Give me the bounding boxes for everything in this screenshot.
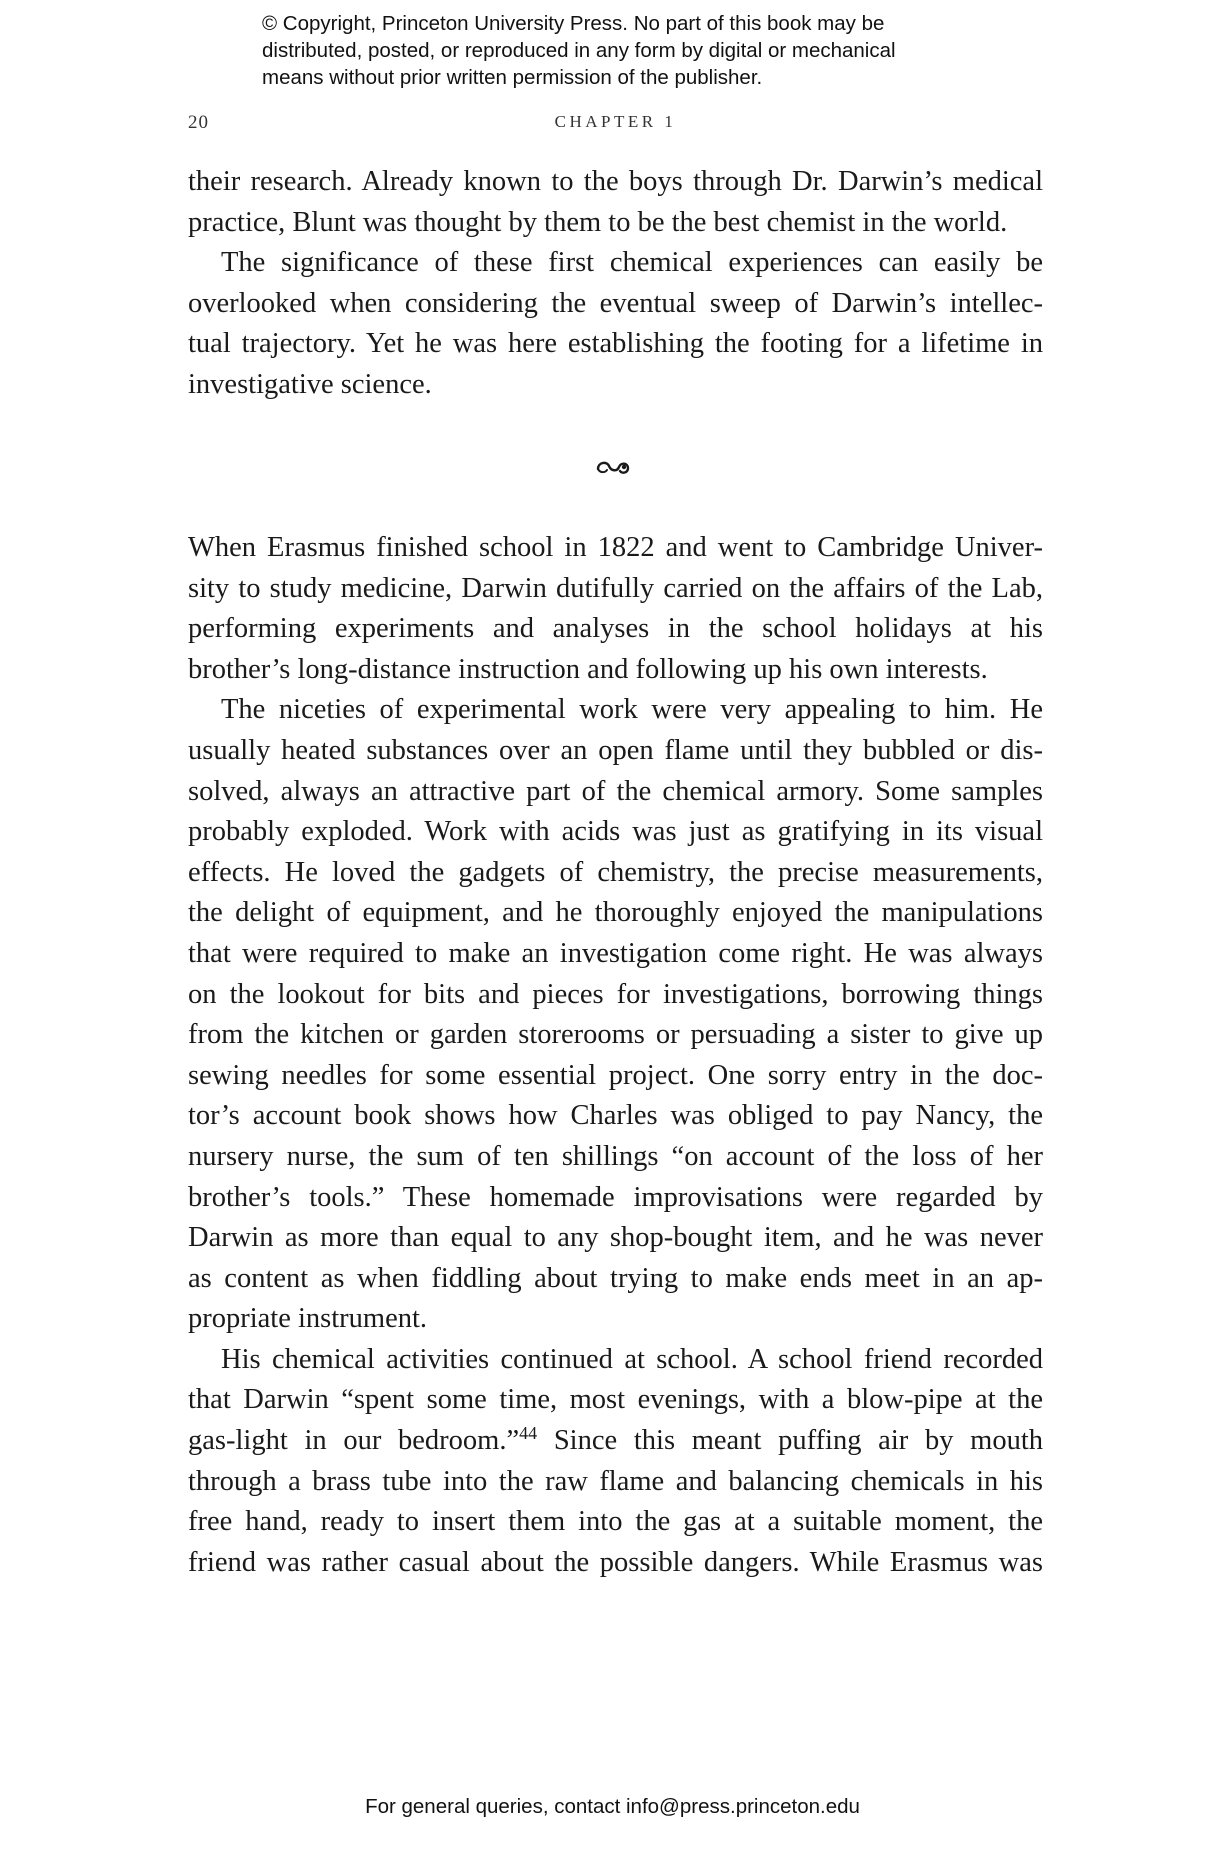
copyright-line: means without prior written permission of the publisher. bbox=[262, 66, 763, 89]
text-line: sewing needles for some essential project. One sorry entry in the doc- bbox=[188, 1059, 1043, 1091]
copyright-line: © Copyright, Princeton University Press. No part of this book may be bbox=[262, 12, 885, 35]
text-line: as content as when fiddling about trying to make ends meet in an ap- bbox=[188, 1262, 1043, 1294]
text-line: Darwin as more than equal to any shop-bought item, and he was never bbox=[188, 1222, 1043, 1254]
text-line: that Darwin “spent some time, most evenings, with a blow-pipe at the bbox=[188, 1384, 1043, 1416]
footer-contact: For general queries, contact info@press.princeton.edu bbox=[365, 1795, 860, 1818]
text-line: solved, always an attractive part of the chemical armory. Some samples bbox=[188, 775, 1043, 807]
text-line: on the lookout for bits and pieces for investigations, borrowing things bbox=[188, 978, 1043, 1010]
chapter-label: CHAPTER 1 bbox=[554, 112, 677, 131]
footnote-reference[interactable]: 44 bbox=[519, 1423, 538, 1444]
text-block-top bbox=[188, 162, 1043, 406]
text-line: that were required to make an investigation come right. He was always bbox=[188, 937, 1043, 969]
text-line: sity to study medicine, Darwin dutifully carried on the affairs of the Lab, bbox=[188, 572, 1043, 604]
copyright-notice bbox=[262, 10, 982, 91]
page-number: 20 bbox=[188, 112, 209, 133]
text-line: the delight of equipment, and he thoroughly enjoyed the manipulations bbox=[188, 897, 1043, 929]
text-line: brother’s tools.” These homemade improvisations were regarded by bbox=[188, 1181, 1043, 1213]
text-line bbox=[188, 1421, 1043, 1462]
text-line: When Erasmus finished school in 1822 and went to Cambridge Univer- bbox=[188, 532, 1043, 563]
text-line: investigative science. bbox=[188, 368, 432, 400]
section-break-ornament bbox=[0, 458, 1225, 481]
text-line: effects. He loved the gadgets of chemistry, the precise measurements, bbox=[188, 856, 1043, 888]
text-segment: gas-light in our bedroom.” bbox=[188, 1425, 520, 1457]
copyright-line: distributed, posted, or reproduced in any form by digital or mechanical bbox=[262, 39, 896, 62]
text-line: brother’s long-distance instruction and following up his own interests. bbox=[188, 653, 988, 685]
text-line: through a brass tube into the raw flame and balancing chemicals in his bbox=[188, 1465, 1043, 1497]
text-line: probably exploded. Work with acids was just as gratifying in its visual bbox=[188, 816, 1043, 848]
text-line: propriate instrument. bbox=[188, 1303, 428, 1335]
text-line: overlooked when considering the eventual sweep of Darwin’s intellec- bbox=[188, 287, 1043, 319]
text-line: friend was rather casual about the possible dangers. While Erasmus was bbox=[188, 1546, 1043, 1578]
running-head bbox=[188, 112, 1043, 142]
text-line: tual trajectory. Yet he was here establishing the footing for a lifetime in bbox=[188, 328, 1043, 360]
text-line: nursery nurse, the sum of ten shillings “on account of the loss of her bbox=[188, 1140, 1043, 1172]
text-line: usually heated substances over an open flame until they bubbled or dis- bbox=[188, 734, 1043, 766]
text-line: performing experiments and analyses in the school holidays at his bbox=[188, 613, 1043, 645]
text-line: tor’s account book shows how Charles was obliged to pay Nancy, the bbox=[188, 1100, 1043, 1132]
text-line: The significance of these first chemical experiences can easily be bbox=[221, 247, 1043, 279]
text-line: practice, Blunt was thought by them to be the best chemist in the world. bbox=[188, 206, 1008, 238]
text-segment: Since this meant puffing air by mouth bbox=[553, 1425, 1043, 1457]
text-line: their research. Already known to the boys through Dr. Darwin’s medical bbox=[188, 166, 1043, 197]
text-line: free hand, ready to insert them into the gas at a suitable moment, the bbox=[188, 1506, 1043, 1538]
fleuron-icon bbox=[595, 458, 631, 476]
text-block-main bbox=[188, 528, 1043, 1583]
text-line: from the kitchen or garden storerooms or persuading a sister to give up bbox=[188, 1019, 1043, 1051]
text-line: His chemical activities continued at school. A school friend recorded bbox=[221, 1343, 1043, 1375]
text-line: The niceties of experimental work were very appealing to him. He bbox=[221, 694, 1043, 726]
